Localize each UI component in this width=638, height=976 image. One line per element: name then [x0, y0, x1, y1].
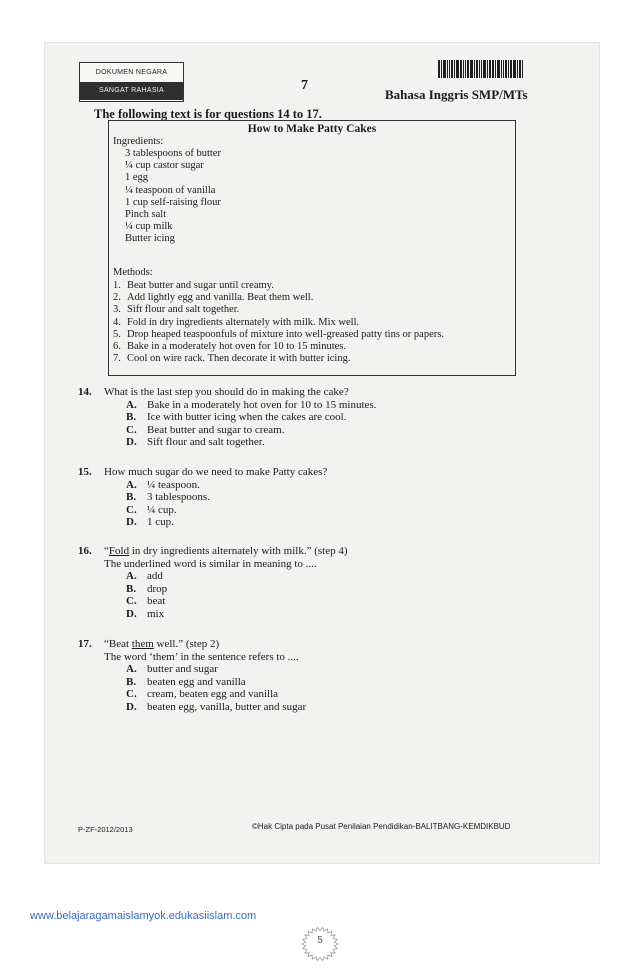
method-step: [113, 292, 444, 304]
step-text: Sift flour and salt together.: [127, 304, 240, 316]
option-text: Sift flour and salt together.: [147, 436, 265, 449]
answer-options: [78, 399, 376, 449]
question-14: [78, 386, 376, 449]
barcode-bar: [492, 60, 494, 78]
answer-option[interactable]: [126, 411, 376, 424]
option-text: butter and sugar: [147, 663, 218, 676]
barcode-bar: [476, 60, 478, 78]
method-step: [113, 304, 444, 316]
barcode-bar: [449, 60, 450, 78]
option-text: ¼ teaspoon.: [147, 478, 200, 491]
document-stamp: [79, 62, 184, 102]
barcode-bar: [481, 60, 482, 78]
barcode-bar: [454, 60, 455, 78]
option-letter: D.: [126, 700, 137, 713]
ingredient-item: ¼ cup milk: [125, 221, 173, 233]
question-text: How much sugar do we need to make Patty cakes?: [104, 466, 328, 478]
stamp-top-text: DOKUMEN NEGARA: [95, 69, 168, 76]
method-step: [113, 341, 444, 353]
barcode-bar: [505, 60, 507, 78]
option-text: beaten egg and vanilla: [147, 675, 246, 688]
method-step: [113, 317, 444, 329]
question-15: [78, 466, 327, 529]
option-text: beat: [147, 595, 166, 608]
method-step: [113, 280, 444, 292]
slide-page-number: 5: [317, 935, 323, 946]
step-text: Fold in dry ingredients alternately with milk. Mix well.: [127, 316, 360, 328]
option-text: mix: [147, 607, 165, 620]
ingredient-item: 1 cup self-raising flour: [125, 196, 221, 208]
intro-text: The following text is for questions 14 to 17.: [94, 107, 322, 121]
methods-heading: Methods:: [113, 267, 153, 278]
quote-rest: well.” (step 2): [153, 638, 220, 650]
recipe-title: How to Make Patty Cakes: [247, 123, 377, 135]
barcode-bar: [501, 60, 502, 78]
option-letter: D.: [126, 607, 137, 620]
question-subtext: The word ‘them’ in the sentence refers to ....: [104, 650, 299, 663]
answer-option[interactable]: [126, 504, 327, 517]
answer-option[interactable]: [126, 516, 327, 529]
barcode-bar: [470, 60, 473, 78]
barcode-bar: [495, 60, 496, 78]
barcode-bar: [483, 60, 486, 78]
option-text: 3 tablespoons.: [147, 491, 210, 504]
option-text: Bake in a moderately hot oven for 10 to 15 minutes.: [147, 398, 377, 411]
option-text: cream, beaten egg and vanilla: [147, 688, 279, 701]
barcode-bar: [522, 60, 523, 78]
barcode-bar: [447, 60, 448, 78]
footer-copyright: ©Hak Cipta pada Pusat Penilaian Pendidikan-BALITBANG-KEMDIKBUD: [252, 822, 511, 831]
answer-options: [78, 479, 327, 529]
option-letter: A.: [126, 663, 137, 676]
answer-option[interactable]: [126, 583, 348, 596]
method-step: [113, 329, 444, 341]
option-letter: B.: [126, 582, 137, 595]
option-letter: C.: [126, 595, 137, 608]
answer-option[interactable]: [126, 491, 327, 504]
ingredient-item: 1 egg: [125, 172, 149, 184]
barcode-bar: [503, 60, 504, 78]
barcode-bar: [438, 60, 440, 78]
answer-option[interactable]: [126, 608, 348, 621]
barcode-bar: [513, 60, 516, 78]
ingredient-item: Butter icing: [125, 233, 175, 245]
barcode-bar: [451, 60, 453, 78]
quote-mark: “: [104, 545, 109, 557]
step-number: 1.: [113, 280, 121, 291]
answer-option[interactable]: [126, 399, 376, 412]
ingredient-item: ¼ teaspoon of vanilla: [125, 184, 216, 196]
barcode-bar: [487, 60, 488, 78]
answer-option[interactable]: [126, 701, 306, 714]
option-letter: C.: [126, 503, 137, 516]
option-letter: A.: [126, 570, 137, 583]
answer-option[interactable]: [126, 424, 376, 437]
step-number: 5.: [113, 328, 121, 340]
question-subtext: The underlined word is similar in meaning to ....: [104, 557, 317, 570]
answer-option[interactable]: [126, 436, 376, 449]
step-number: 2.: [113, 292, 121, 304]
answer-option[interactable]: [126, 663, 306, 676]
question-text: [104, 638, 219, 651]
option-text: add: [147, 570, 163, 583]
option-letter: B.: [126, 675, 137, 688]
option-letter: B.: [126, 411, 137, 424]
barcode-bar: [467, 60, 469, 78]
question-text: What is the last step you should do in making the cake?: [104, 386, 349, 398]
quote-mark: “Beat: [104, 638, 132, 650]
ingredients-heading: Ingredients:: [113, 136, 164, 147]
step-text: Drop heaped teaspoonfuls of mixture into well-greased patty tins or papers.: [127, 328, 444, 340]
ingredient-item: Pinch salt: [125, 209, 167, 221]
ingredient-item: 3 tablespoons of butter: [125, 148, 221, 159]
ingredient-item: ¼ cup castor sugar: [125, 160, 204, 172]
question-number: 14.: [78, 386, 92, 398]
question-text: [104, 545, 348, 558]
option-letter: D.: [126, 436, 137, 449]
option-letter: A.: [126, 478, 137, 491]
option-text: Beat butter and sugar to cream.: [147, 423, 285, 436]
ingredients-list: [125, 148, 221, 246]
question-number: 15.: [78, 466, 92, 478]
step-text: Beat butter and sugar until creamy.: [127, 280, 274, 291]
barcode-bar: [474, 60, 475, 78]
option-text: ¼ cup.: [147, 503, 177, 516]
question-number: 16.: [78, 545, 92, 557]
question-16: [78, 545, 348, 621]
barcode-bar: [456, 60, 459, 78]
barcode-bar: [465, 60, 466, 78]
answer-options: [78, 570, 348, 620]
step-number: 4.: [113, 316, 121, 328]
barcode-bar: [508, 60, 509, 78]
step-number: 6.: [113, 341, 121, 353]
underlined-word: Fold: [108, 545, 130, 557]
barcode-bar: [460, 60, 462, 78]
exam-page-number: 7: [301, 78, 308, 93]
option-letter: B.: [126, 491, 137, 504]
footer-code: P-ZF-2012/2013: [78, 825, 133, 834]
option-text: 1 cup.: [147, 516, 174, 529]
barcode-bar: [517, 60, 518, 78]
option-letter: C.: [126, 688, 137, 701]
barcode-icon: [438, 60, 538, 78]
answer-option[interactable]: [126, 688, 306, 701]
barcode-bar: [479, 60, 480, 78]
methods-list: [113, 280, 444, 365]
barcode-bar: [441, 60, 442, 78]
step-text: Cool on wire rack. Then decorate it with butter icing.: [127, 353, 351, 365]
subject-title: Bahasa Inggris SMP/MTs: [385, 87, 528, 102]
stamp-bottom-text: SANGAT RAHASIA: [80, 82, 183, 100]
option-text: beaten egg, vanilla, butter and sugar: [147, 700, 307, 713]
answer-option[interactable]: [126, 570, 348, 583]
option-text: Ice with butter icing when the cakes are cool.: [147, 411, 347, 424]
option-letter: C.: [126, 423, 137, 436]
option-text: drop: [147, 582, 168, 595]
barcode-bar: [463, 60, 464, 78]
recipe-box: [108, 120, 516, 376]
quote-rest: in dry ingredients alternately with milk.” (step 4): [129, 545, 348, 557]
step-text: Bake in a moderately hot oven for 10 to 15 minutes.: [127, 341, 346, 353]
barcode-bar: [497, 60, 500, 78]
answer-option[interactable]: [126, 595, 348, 608]
option-letter: A.: [126, 398, 137, 411]
barcode-bar: [443, 60, 446, 78]
question-17: [78, 638, 306, 714]
step-number: 7.: [113, 353, 121, 365]
barcode-bar: [510, 60, 512, 78]
answer-option[interactable]: [126, 479, 327, 492]
answer-option[interactable]: [126, 676, 306, 689]
step-text: Add lightly egg and vanilla. Beat them well.: [127, 292, 314, 304]
underlined-word: them: [131, 638, 154, 650]
barcode-bar: [489, 60, 491, 78]
answer-options: [78, 663, 306, 713]
step-number: 3.: [113, 304, 121, 316]
barcode-bar: [519, 60, 521, 78]
question-number: 17.: [78, 638, 92, 650]
method-step: [113, 353, 444, 365]
website-link[interactable]: www.belajaragamaislamyok.edukasiislam.com: [30, 910, 257, 922]
option-letter: D.: [126, 516, 137, 529]
